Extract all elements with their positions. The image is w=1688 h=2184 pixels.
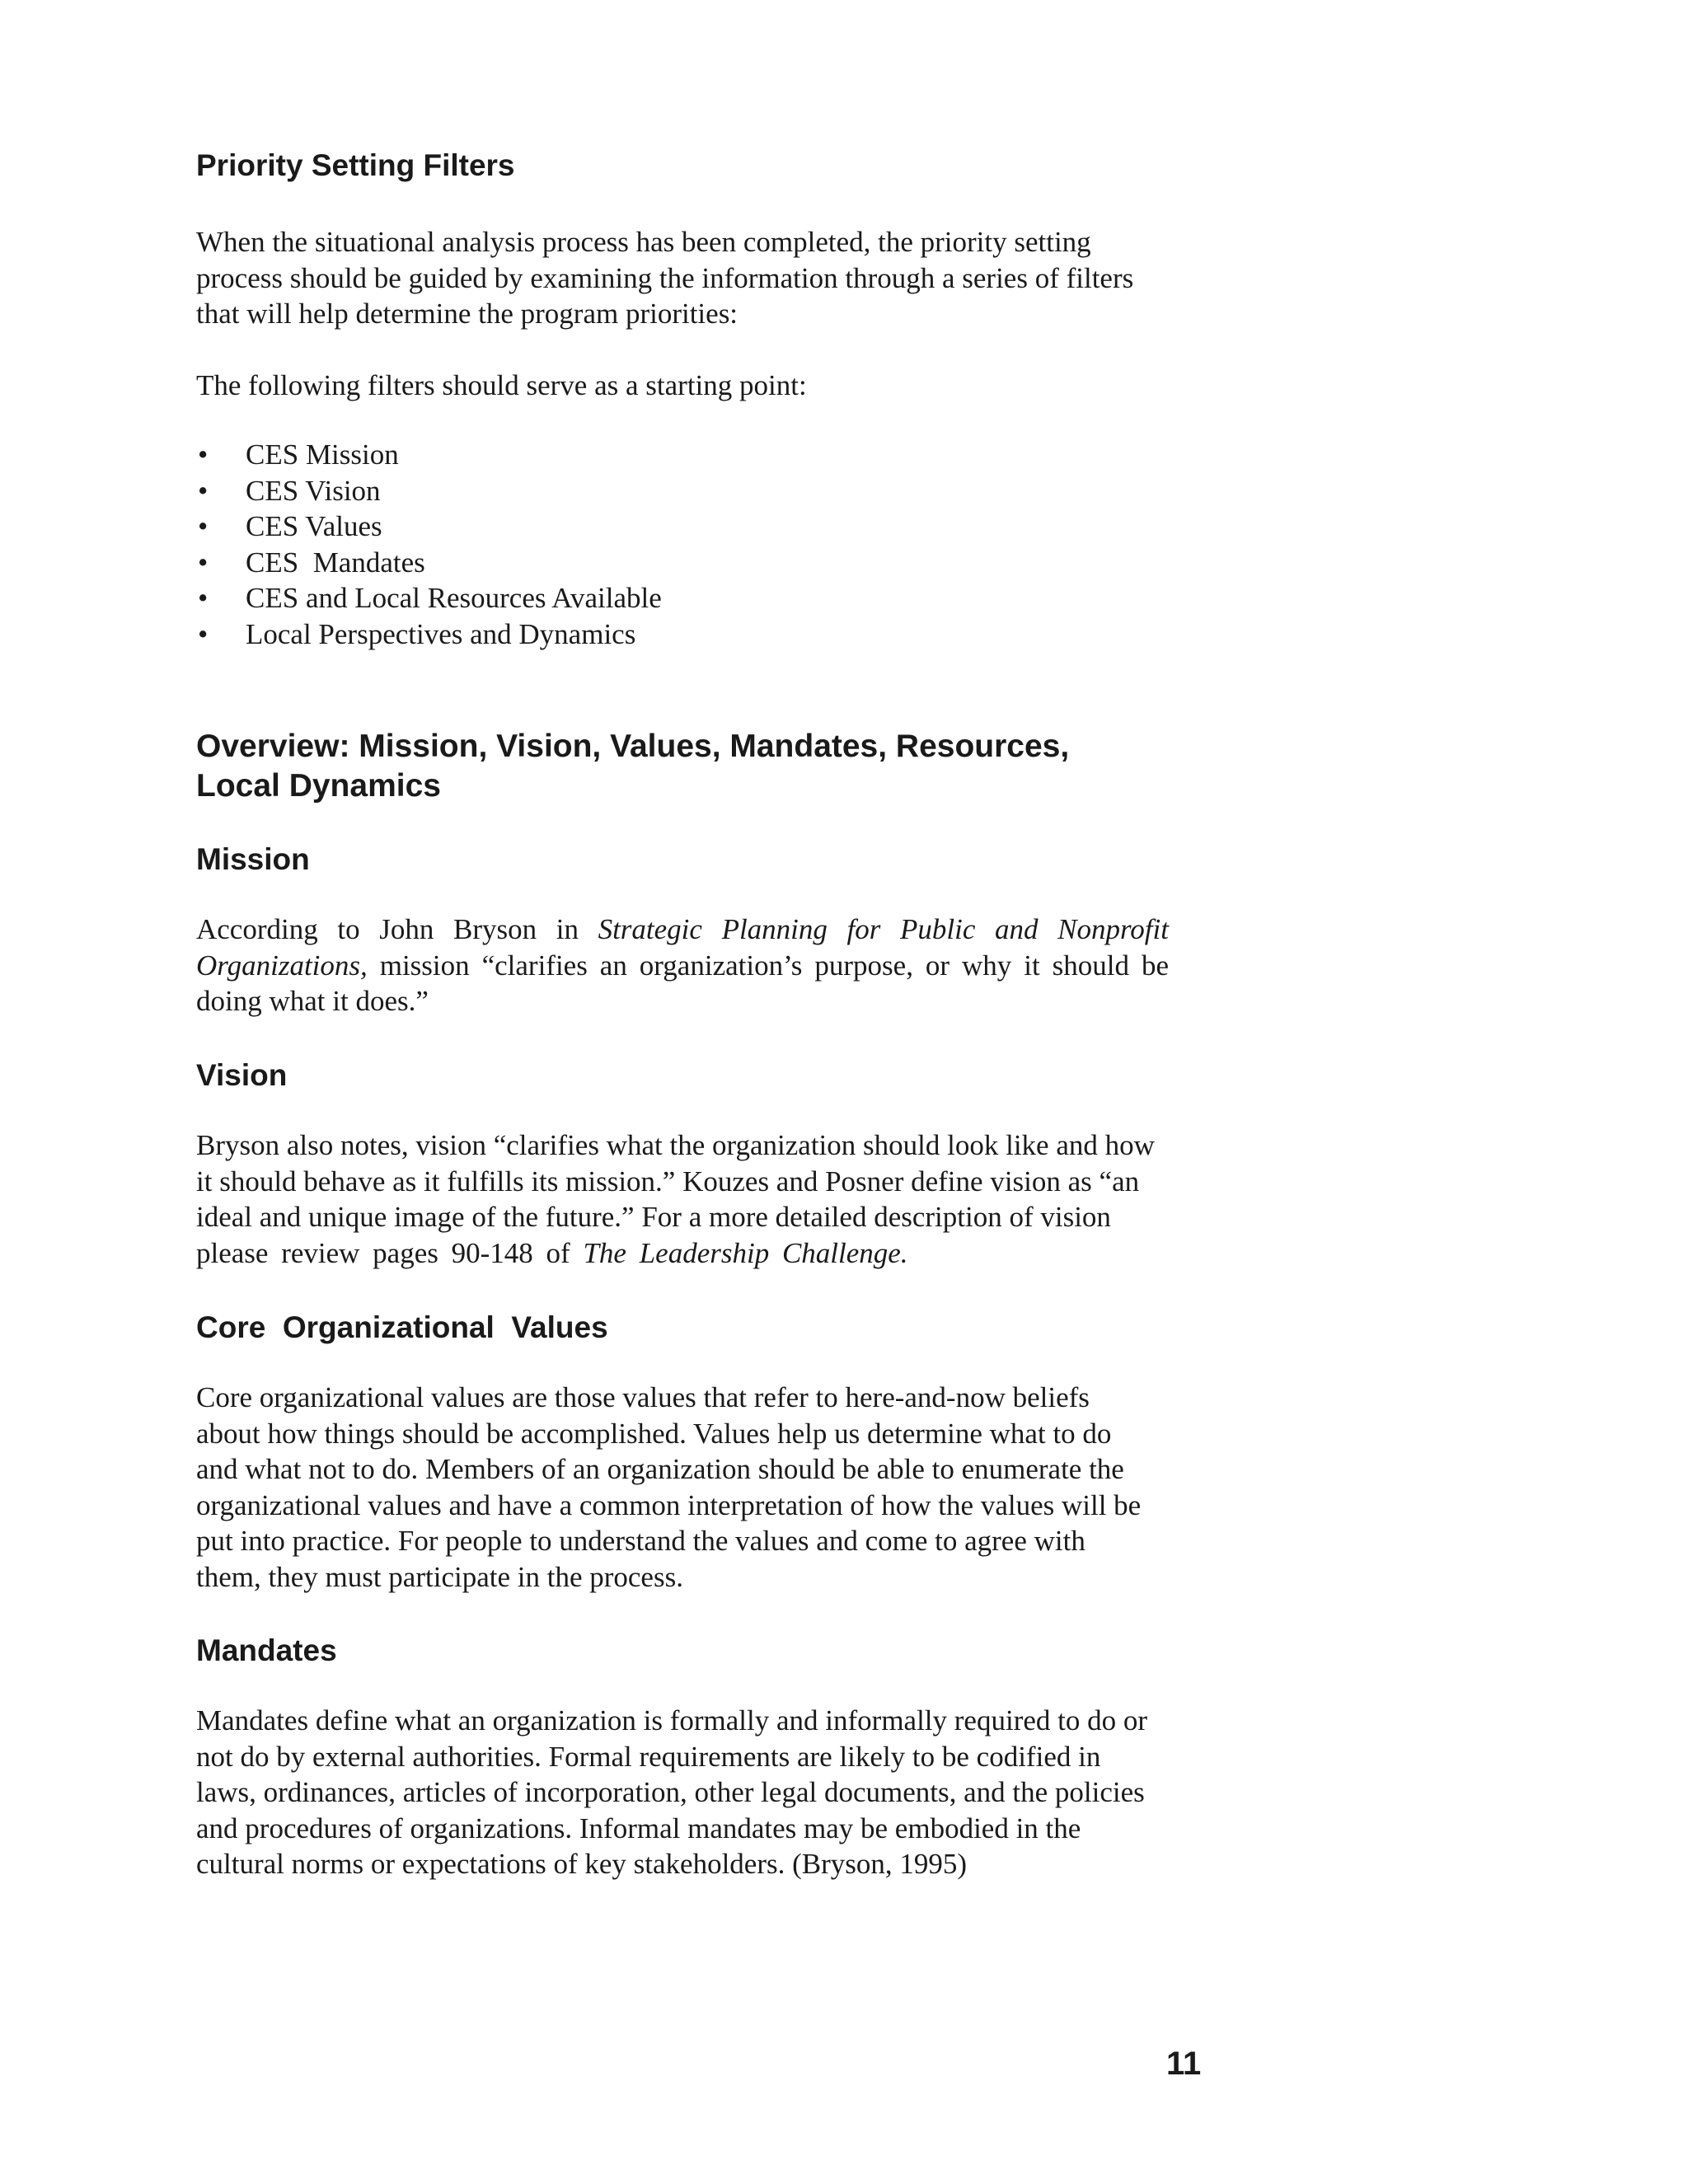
text-line: Core organizational values are those values that refer to here-and-now beliefs [196, 1381, 1090, 1413]
list-item [196, 509, 662, 545]
text-line: When the situational analysis process has been completed, the priority setting [196, 226, 1091, 258]
book-title: Organizations, [196, 949, 368, 982]
list-item-label: CES Values [246, 510, 382, 542]
text-line: ideal and unique image of the future.” For a more detailed description of vision [196, 1201, 1111, 1233]
text-line: Mandates define what an organization is formally and informally required to do or [196, 1704, 1148, 1736]
list-item-label: CES Mandates [246, 546, 425, 579]
text-line: and what not to do. Members of an organization should be able to enumerate the [196, 1453, 1124, 1485]
core-values-heading: Core Organizational Values [196, 1310, 608, 1344]
text-line: doing what it does.” [196, 985, 429, 1017]
intro-paragraph [196, 224, 1185, 332]
text-line: Bryson also notes, vision “clarifies what the organization should look like and how [196, 1129, 1155, 1161]
text-line: and procedures of organizations. Informal mandates may be embodied in the [196, 1811, 1081, 1844]
mandates-paragraph [196, 1703, 1185, 1882]
text-line: about how things should be accomplished. Values help us determine what to do [196, 1417, 1112, 1450]
text-line: laws, ordinances, articles of incorporation, other legal documents, and the policies [196, 1776, 1145, 1808]
text-line: put into practice. For people to understand the values and come to agree with [196, 1525, 1085, 1557]
overview-heading-line: Local Dynamics [196, 768, 441, 804]
list-item-label: CES Vision [246, 474, 381, 507]
text-line: not do by external authorities. Formal requirements are likely to be codified in [196, 1740, 1101, 1773]
book-title: The Leadership Challenge. [583, 1236, 908, 1269]
core-values-paragraph [196, 1380, 1185, 1595]
list-item [196, 580, 662, 616]
text-line [196, 912, 1169, 948]
bullet-icon: • [198, 510, 209, 542]
section-heading-priority-setting-filters: Priority Setting Filters [196, 148, 515, 182]
vision-paragraph [196, 1127, 1185, 1271]
text-line: organizational values and have a common interpretation of how the values will be [196, 1488, 1142, 1521]
list-item [196, 473, 662, 509]
page-number: 11 [1166, 2046, 1202, 2082]
text-span: According to John Bryson in [196, 913, 598, 945]
mission-heading: Mission [196, 842, 310, 876]
text-line: them, they must participate in the process. [196, 1560, 683, 1593]
list-item-label: Local Perspectives and Dynamics [246, 617, 636, 650]
overview-heading-line: Overview: Mission, Vision, Values, Mandates, Resources, [196, 729, 1070, 764]
vision-heading: Vision [196, 1058, 288, 1092]
overview-heading [196, 727, 1069, 806]
text-span: please review pages 90-148 of [196, 1236, 584, 1269]
bullet-icon: • [198, 617, 209, 650]
text-line: it should behave as it fulfills its mission.” Kouzes and Posner define vision as “an [196, 1165, 1140, 1197]
text-line: process should be guided by examining the information through a series of filters [196, 261, 1134, 294]
bullet-icon: • [198, 582, 209, 614]
list-item-label: CES and Local Resources Available [246, 582, 662, 614]
filters-lead-sentence: The following filters should serve as a starting point: [196, 369, 807, 401]
filters-list [196, 437, 662, 652]
book-title: Strategic Planning for Public and Nonprofit [598, 913, 1169, 945]
list-item [196, 616, 662, 653]
bullet-icon: • [198, 438, 209, 471]
text-line [196, 948, 1169, 984]
mandates-heading: Mandates [196, 1633, 337, 1667]
bullet-icon: • [198, 546, 209, 579]
bullet-icon: • [198, 474, 209, 507]
text-span: mission “clarifies an organization’s purpose, or why it should be [367, 949, 1169, 982]
text-line: that will help determine the program priorities: [196, 298, 738, 330]
list-item [196, 545, 662, 581]
list-item [196, 437, 662, 473]
text-line: cultural norms or expectations of key stakeholders. (Bryson, 1995) [196, 1848, 968, 1880]
list-item-label: CES Mission [246, 438, 399, 471]
text-line [196, 1235, 1185, 1272]
mission-paragraph [196, 912, 1185, 1019]
